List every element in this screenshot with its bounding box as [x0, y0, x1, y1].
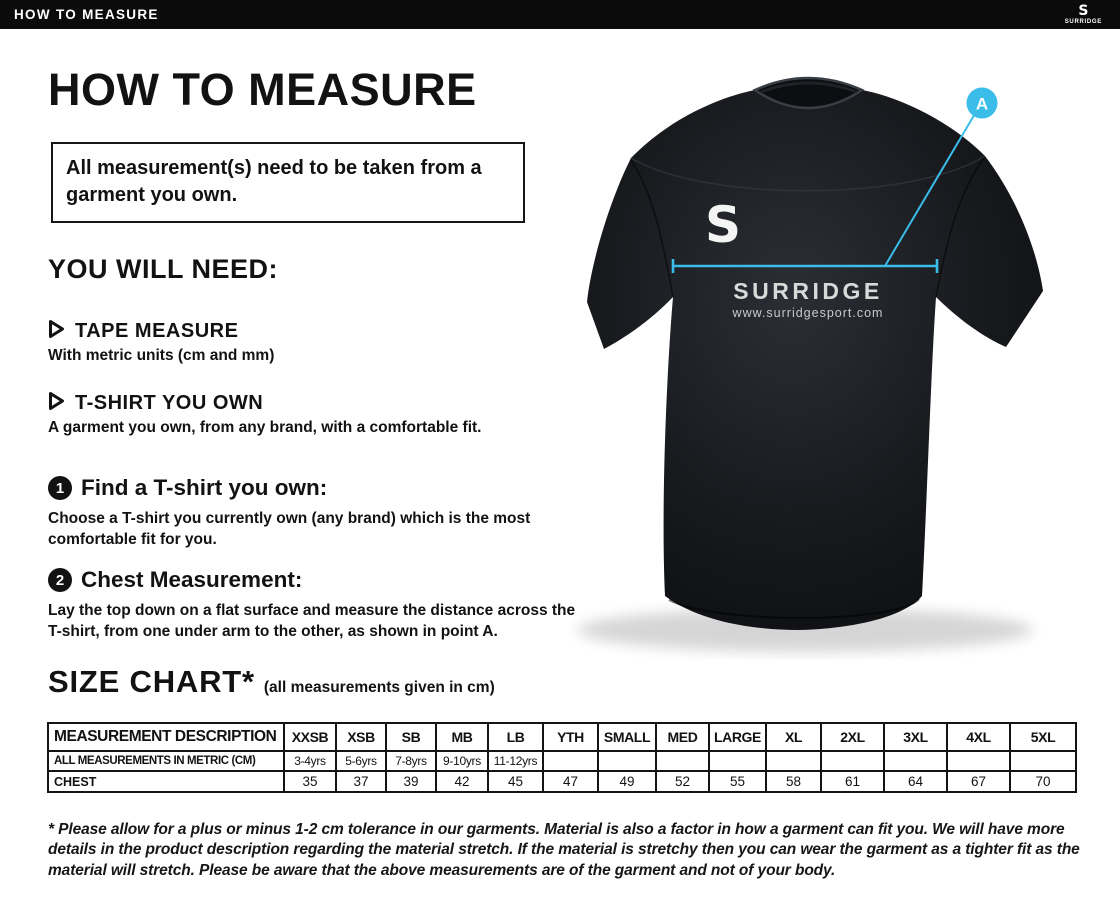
measurement-notice-box: All measurement(s) need to be taken from a garment you own.: [51, 142, 525, 223]
column-header: SB: [386, 723, 436, 751]
table-cell: 39: [386, 771, 436, 792]
column-header: 5XL: [1010, 723, 1076, 751]
table-cell: 70: [1010, 771, 1076, 792]
tshirt-illustration: [565, 50, 1095, 660]
table-cell: 49: [598, 771, 656, 792]
need-item-tshirt: [48, 391, 481, 437]
surridge-logo: [1065, 4, 1102, 25]
step-title: Chest Measurement:: [81, 567, 303, 592]
size-chart-heading: [48, 664, 495, 700]
table-cell: 67: [947, 771, 1010, 792]
column-header: 2XL: [821, 723, 884, 751]
table-cell: 61: [821, 771, 884, 792]
table-cell: [543, 751, 598, 771]
step-number-badge: 2: [48, 568, 72, 592]
column-header: 3XL: [884, 723, 947, 751]
shirt-website-text: www.surridgesport.com: [732, 306, 884, 320]
table-cell: [598, 751, 656, 771]
size-chart-title: SIZE CHART*: [48, 664, 255, 699]
column-header: MED: [656, 723, 709, 751]
need-item-desc: A garment you own, from any brand, with a comfortable fit.: [48, 419, 482, 436]
table-cell: 42: [436, 771, 488, 792]
step-number-badge: 1: [48, 476, 72, 500]
table-cell: [709, 751, 766, 771]
table-cell: 64: [884, 771, 947, 792]
you-will-need-heading: YOU WILL NEED:: [48, 254, 279, 284]
size-chart-table: [47, 722, 1077, 793]
tshirt-graphic: [565, 50, 1095, 660]
table-cell: [947, 751, 1010, 771]
column-header: LARGE: [709, 723, 766, 751]
step-description: Choose a T-shirt you currently own (any brand) which is the most comfortable fit for you.: [48, 510, 531, 548]
row-label: ALL MEASUREMENTS IN METRIC (CM): [48, 751, 284, 771]
need-item-desc: With metric units (cm and mm): [48, 347, 275, 364]
table-cell: 11-12yrs: [488, 751, 543, 771]
column-header: 4XL: [947, 723, 1010, 751]
column-header: XL: [766, 723, 821, 751]
page-title: HOW TO MEASURE: [48, 64, 477, 115]
shirt-s-logo-icon: S: [704, 196, 742, 254]
table-cell: [766, 751, 821, 771]
column-header: XXSB: [284, 723, 336, 751]
column-header: MEASUREMENT DESCRIPTION: [48, 723, 284, 751]
table-header-row: [48, 723, 1076, 751]
marker-a-label: A: [975, 94, 989, 114]
shirt-brand-text: SURRIDGE: [733, 278, 883, 304]
table-cell: 35: [284, 771, 336, 792]
table-cell: 47: [543, 771, 598, 792]
header-title: HOW TO MEASURE: [14, 7, 159, 22]
tolerance-disclaimer: * Please allow for a plus or minus 1-2 cm tolerance in our garments. Material is also a factor in how a garment can fit you. We will have more details in the product description regarding the material stretch. If the material is stretchy then you can wear the garment as a tighter fit as the material will stretch. Please be aware that the above measurements are of the garment and not of your body.: [48, 820, 1080, 879]
table-cell: 37: [336, 771, 386, 792]
table-cell: 55: [709, 771, 766, 792]
column-header: YTH: [543, 723, 598, 751]
table-cell: [821, 751, 884, 771]
step-title: Find a T-shirt you own:: [81, 475, 328, 500]
step-find-tshirt: [48, 475, 593, 550]
header-bar: [0, 0, 1120, 29]
table-row-age-ranges: [48, 751, 1076, 771]
step-chest-measurement: [48, 567, 593, 642]
row-label: CHEST: [48, 771, 284, 792]
table-cell: 9-10yrs: [436, 751, 488, 771]
table-cell: [656, 751, 709, 771]
table-row-chest: [48, 771, 1076, 792]
surridge-s-icon: S: [1078, 3, 1089, 19]
column-header: SMALL: [598, 723, 656, 751]
table-cell: 7-8yrs: [386, 751, 436, 771]
column-header: MB: [436, 723, 488, 751]
table-cell: 58: [766, 771, 821, 792]
table-cell: 52: [656, 771, 709, 792]
column-header: LB: [488, 723, 543, 751]
surridge-logo-text: SURRIDGE: [1064, 19, 1102, 25]
table-cell: [884, 751, 947, 771]
table-cell: 45: [488, 771, 543, 792]
size-chart-subtitle: (all measurements given in cm): [263, 679, 495, 696]
need-item-title: T-SHIRT YOU OWN: [75, 392, 264, 414]
triangle-bullet-icon: [48, 391, 65, 416]
step-description: Lay the top down on a flat surface and measure the distance across the T-shirt, from one under arm to the other, as shown in point A.: [48, 602, 576, 640]
table-cell: [1010, 751, 1076, 771]
need-item-tape-measure: [48, 319, 274, 365]
triangle-bullet-icon: [48, 319, 65, 344]
need-item-title: TAPE MEASURE: [75, 320, 239, 342]
column-header: XSB: [336, 723, 386, 751]
table-cell: 5-6yrs: [336, 751, 386, 771]
table-cell: 3-4yrs: [284, 751, 336, 771]
